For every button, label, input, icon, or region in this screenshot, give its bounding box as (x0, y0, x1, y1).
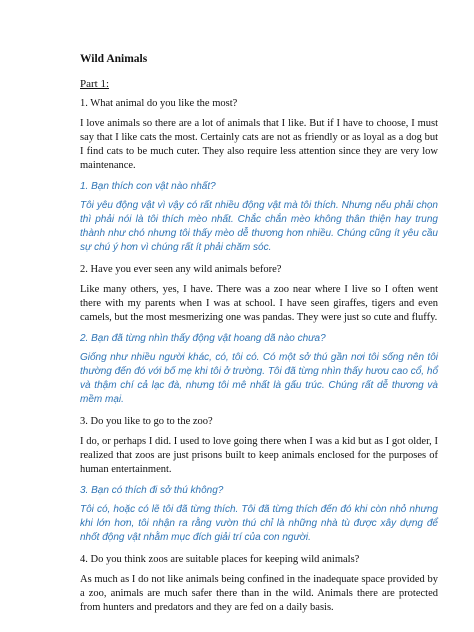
vietnamese-question-1: 1. Bạn thích con vật nào nhất? (80, 181, 216, 192)
vietnamese-answer-1: Tôi yêu động vật vì vậy có rất nhiều động vật mà tôi thích. Nhưng nếu phải chọn thì phải nói là tôi thích mèo nhất. Chắc chắn mèo không thân thiện hay trung thành như chó nhưng tôi thấy mèo dễ thương hơn nhiều. Chúng cũng ít yêu cầu sự chú ý hơn vì chúng rất ít phải chăm sóc. (80, 200, 438, 253)
vietnamese-question-2: 2. Bạn đã từng nhìn thấy động vật hoang dã nào chưa? (80, 333, 326, 344)
question-1: 1. What animal do you like the most? (80, 98, 238, 109)
vietnamese-answer-3: Tôi có, hoặc có lẽ tôi đã từng thích. Tôi đã từng thích đến đó khi còn nhỏ nhưng khi lớn hơn, tôi nhận ra rằng vườn thú chỉ là những nhà tù được xây dựng để nhốt động vật nhằm mục đích giải trí của con người. (80, 504, 438, 543)
part-heading: Part 1: (80, 78, 110, 90)
answer-4: As much as I do not like animals being confined in the inadequate space provided by a zoo, animals are much safer there than in the wild. Animals there are protected from hunters and predators and they are fed on a daily basis. (80, 574, 438, 613)
question-3: 3. Do you like to go to the zoo? (80, 416, 213, 427)
answer-1: I love animals so there are a lot of animals that I like. But if I have to choose, I must say that I like cats the most. Certainly cats are not as friendly or as loyal as a dog but I find cats to be much cuter. They also require less attention since they are very low maintenance. (80, 118, 438, 171)
answer-3: I do, or perhaps I did. I used to love going there when I was a kid but as I got older, I realized that zoos are just prisons built to keep animals enclosed for the purposes of human entertainment. (80, 436, 438, 475)
question-2: 2. Have you ever seen any wild animals before? (80, 264, 282, 275)
document-title: Wild Animals (80, 53, 148, 65)
vietnamese-answer-2: Giống như nhiều người khác, có, tôi có. Có một sở thú gần nơi tôi sống nên tôi thường đến đó với bố mẹ khi tôi ở trường. Tôi đã từng nhìn thấy hươu cao cổ, hổ và thậm chí cả lạc đà, nhưng tôi mê nhất là gấu trúc. Chúng rất dễ thương và mềm mại. (80, 352, 438, 405)
question-4: 4. Do you think zoos are suitable places for keeping wild animals? (80, 554, 360, 565)
vietnamese-question-3: 3. Bạn có thích đi sở thú không? (80, 485, 224, 496)
answer-2: Like many others, yes, I have. There was a zoo near where I live so I often went there with my parents when I was at school. I have seen giraffes, tigers and even camels, but the most mesmerizing one was pandas. They were just so cute and fluffy. (80, 284, 438, 323)
